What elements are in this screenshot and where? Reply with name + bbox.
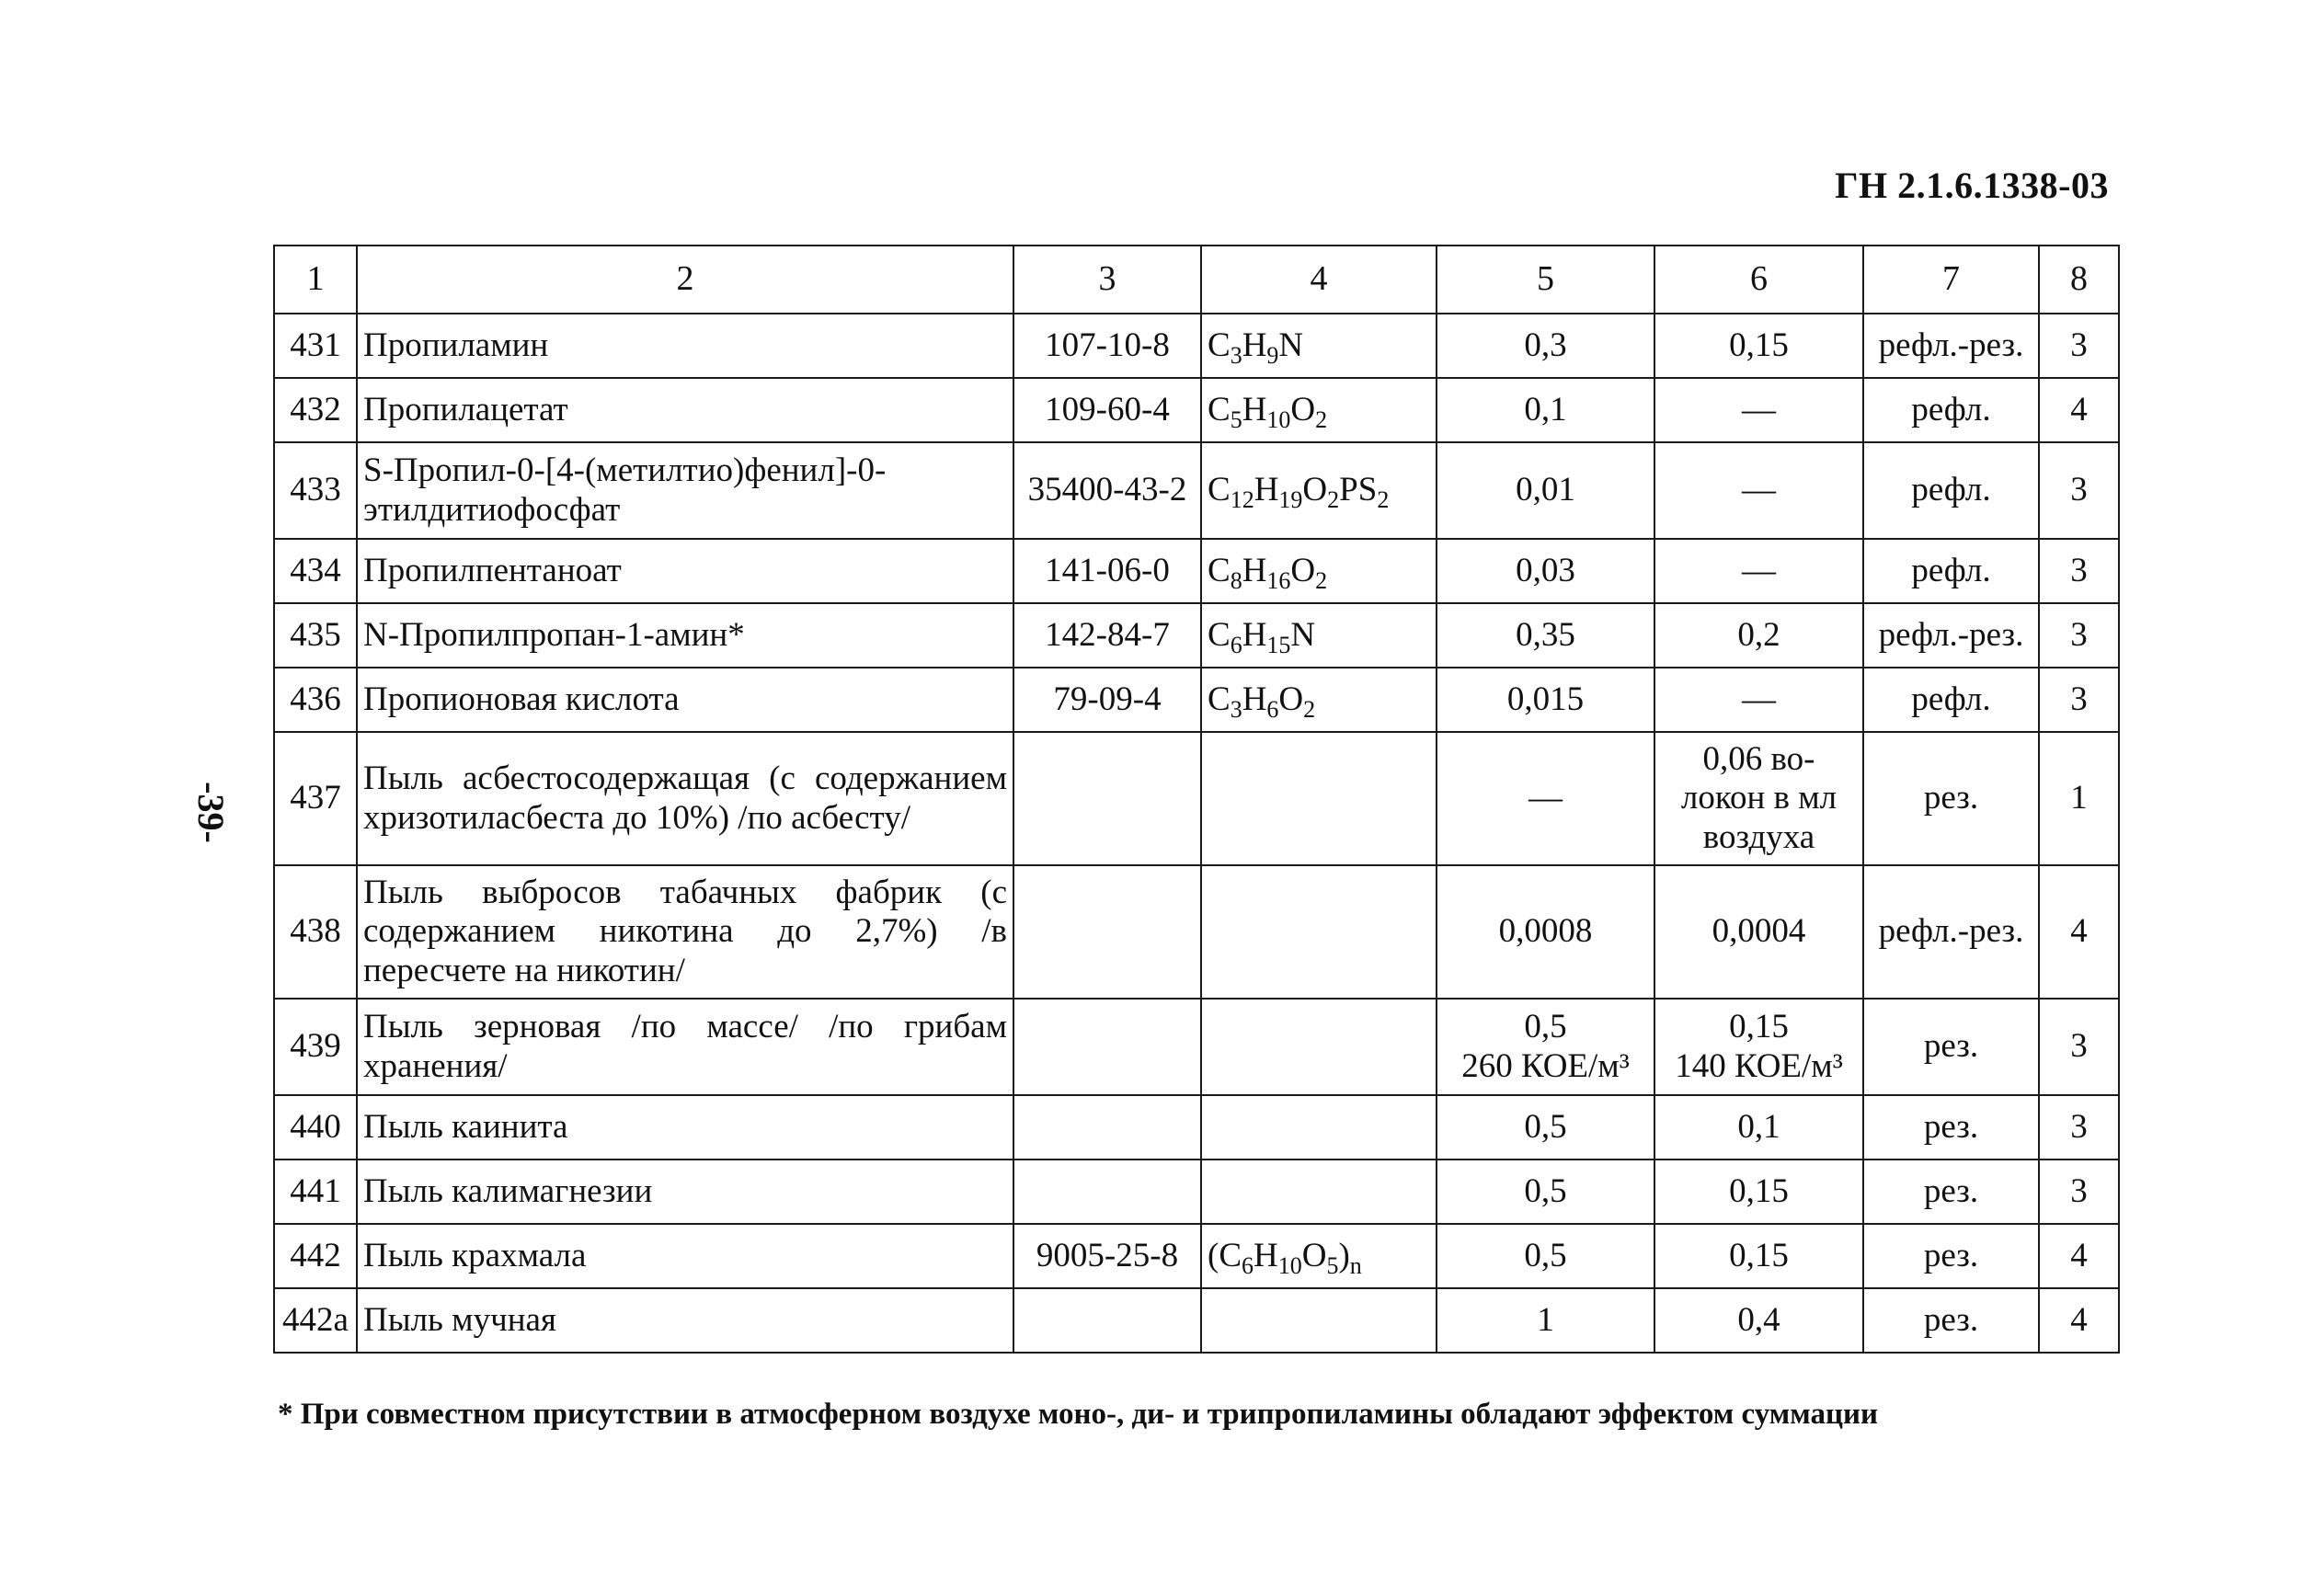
formula-subscript: 10	[1277, 1251, 1302, 1279]
document-code: ГН 2.1.6.1338-03	[1835, 165, 2109, 206]
cas-number-cell: 141-06-0	[1013, 539, 1201, 603]
substance-name-cell: S-Пропил-0-[4-(метилтио)фенил]-0-этилдитиофосфат	[357, 442, 1013, 539]
formula-subscript: 5	[1326, 1251, 1339, 1279]
formula-cell	[1201, 999, 1437, 1095]
table-row	[274, 668, 2119, 732]
table-row	[274, 999, 2119, 1095]
header-cell: 1	[274, 246, 357, 314]
formula-cell	[1201, 1224, 1437, 1288]
formula-subscript: 2	[1377, 486, 1390, 514]
limiting-indicator-cell: рез.	[1863, 732, 2039, 865]
substance-name-cell: N-Пропилпропан-1-амин*	[357, 603, 1013, 668]
value-line: 0,15	[1729, 1236, 1789, 1274]
avg-daily-conc-cell	[1654, 1160, 1863, 1224]
value-line: 140 КОЕ/м³	[1675, 1046, 1843, 1085]
value-line: —	[1742, 680, 1776, 718]
formula-part: C	[1208, 615, 1231, 654]
limiting-indicator-cell: рефл.	[1863, 668, 2039, 732]
limiting-indicator-cell: рефл.-рез.	[1863, 314, 2039, 378]
max-single-conc-cell	[1437, 1095, 1654, 1160]
cas-number-cell: 142-84-7	[1013, 603, 1201, 668]
row-number-cell: 435	[274, 603, 357, 668]
cas-number-cell	[1013, 1160, 1201, 1224]
row-number-cell: 439	[274, 999, 357, 1095]
row-number-cell: 440	[274, 1095, 357, 1160]
formula-part: (C	[1208, 1236, 1242, 1274]
max-single-conc-cell	[1437, 1224, 1654, 1288]
substance-table	[273, 245, 2120, 1354]
cas-number-cell	[1013, 999, 1201, 1095]
substance-name-cell: Пропиламин	[357, 314, 1013, 378]
value-line: 0,5	[1524, 1236, 1567, 1274]
value-line: 0,015	[1506, 680, 1585, 718]
value-line: 0,5	[1524, 1007, 1567, 1045]
formula-subscript: 2	[1327, 486, 1340, 514]
cas-number-cell	[1013, 1288, 1201, 1353]
cas-number-cell: 9005-25-8	[1013, 1224, 1201, 1288]
header-cell: 3	[1013, 246, 1201, 314]
formula-subscript: 10	[1266, 406, 1291, 433]
substance-name-cell: Пыль асбестосодержащая (с содержанием хризотиласбеста до 10%) /по асбесту/	[357, 732, 1013, 865]
hazard-class-cell: 4	[2039, 1224, 2119, 1288]
limiting-indicator-cell: рефл.-рез.	[1863, 865, 2039, 999]
avg-daily-conc-cell	[1654, 539, 1863, 603]
substance-name-cell: Пыль зерновая /по массе/ /по грибам хранения/	[357, 999, 1013, 1095]
formula-part: O	[1302, 471, 1328, 509]
table-row	[274, 865, 2119, 999]
value-line: 0,4	[1737, 1300, 1780, 1339]
row-number-cell: 434	[274, 539, 357, 603]
value-line: 0,0008	[1498, 912, 1593, 951]
formula-cell	[1201, 539, 1437, 603]
limiting-indicator-cell: рефл.	[1863, 378, 2039, 442]
hazard-class-cell: 3	[2039, 314, 2119, 378]
value-line: —	[1742, 471, 1776, 509]
formula-subscript: 19	[1278, 486, 1303, 514]
formula-part: H	[1242, 390, 1267, 428]
row-number-cell: 437	[274, 732, 357, 865]
formula-part: C	[1208, 471, 1231, 509]
max-single-conc-cell	[1437, 378, 1654, 442]
header-cell: 2	[357, 246, 1013, 314]
formula-subscript: 5	[1230, 406, 1242, 433]
cas-number-cell: 79-09-4	[1013, 668, 1201, 732]
formula-part: H	[1254, 1236, 1278, 1274]
row-number-cell: 432	[274, 378, 357, 442]
cas-number-cell	[1013, 1095, 1201, 1160]
table-row	[274, 442, 2119, 539]
formula-subscript: 2	[1315, 406, 1328, 433]
table-row	[274, 539, 2119, 603]
value-line: 0,5	[1524, 1171, 1567, 1210]
value-line: 0,06 во-	[1702, 739, 1815, 778]
limiting-indicator-cell: рез.	[1863, 1095, 2039, 1160]
header-cell: 8	[2039, 246, 2119, 314]
limiting-indicator-cell: рефл.	[1863, 442, 2039, 539]
limiting-indicator-cell: рез.	[1863, 1160, 2039, 1224]
formula-subscript: 2	[1315, 566, 1328, 594]
formula-cell	[1201, 603, 1437, 668]
table-row	[274, 378, 2119, 442]
avg-daily-conc-cell	[1654, 603, 1863, 668]
avg-daily-conc-cell	[1654, 865, 1863, 999]
hazard-class-cell: 3	[2039, 442, 2119, 539]
formula-cell	[1201, 378, 1437, 442]
max-single-conc-cell	[1437, 1160, 1654, 1224]
hazard-class-cell: 3	[2039, 1095, 2119, 1160]
value-line: 0,35	[1516, 615, 1575, 654]
limiting-indicator-cell: рез.	[1863, 1224, 2039, 1288]
formula-subscript: 12	[1230, 486, 1254, 514]
avg-daily-conc-cell	[1654, 668, 1863, 732]
footnote: * При совместном присутствии в атмосферном воздухе моно-, ди- и трипропиламины обладают эффектом суммации	[278, 1398, 1879, 1431]
table-row	[274, 603, 2119, 668]
page-number: -39-	[189, 782, 232, 843]
formula-part: )	[1338, 1236, 1350, 1274]
max-single-conc-cell	[1437, 314, 1654, 378]
value-line: 0,15	[1729, 326, 1789, 364]
value-line: —	[1528, 779, 1563, 817]
avg-daily-conc-cell	[1654, 1095, 1863, 1160]
value-line: локон в мл	[1680, 779, 1837, 817]
header-cell: 5	[1437, 246, 1654, 314]
formula-cell	[1201, 732, 1437, 865]
hazard-class-cell: 3	[2039, 603, 2119, 668]
value-line: 0,2	[1737, 615, 1780, 654]
row-number-cell: 431	[274, 314, 357, 378]
row-number-cell: 433	[274, 442, 357, 539]
limiting-indicator-cell: рез.	[1863, 1288, 2039, 1353]
table-row	[274, 1288, 2119, 1353]
hazard-class-cell: 3	[2039, 999, 2119, 1095]
value-line: 0,0004	[1712, 912, 1806, 951]
formula-subscript: 3	[1230, 695, 1242, 723]
row-number-cell: 438	[274, 865, 357, 999]
value-line: 0,01	[1516, 471, 1575, 509]
value-line: 0,15	[1729, 1007, 1789, 1045]
value-line: 0,5	[1524, 1107, 1567, 1146]
avg-daily-conc-cell	[1654, 1288, 1863, 1353]
table-body	[274, 314, 2119, 1353]
limiting-indicator-cell: рез.	[1863, 999, 2039, 1095]
substance-name-cell: Пыль крахмала	[357, 1224, 1013, 1288]
value-line: 0,1	[1524, 390, 1567, 428]
formula-subscript: 16	[1266, 566, 1291, 594]
avg-daily-conc-cell	[1654, 999, 1863, 1095]
limiting-indicator-cell: рефл.	[1863, 539, 2039, 603]
cas-number-cell: 107-10-8	[1013, 314, 1201, 378]
avg-daily-conc-cell	[1654, 1224, 1863, 1288]
formula-part: PS	[1339, 471, 1378, 509]
cas-number-cell: 35400-43-2	[1013, 442, 1201, 539]
substance-name-cell: Пыль выбросов табачных фабрик (с содержанием никотина до 2,7%) /в пересчете на никотин/	[357, 865, 1013, 999]
formula-subscript: 6	[1266, 695, 1279, 723]
value-line: воздуха	[1702, 817, 1815, 856]
row-number-cell: 436	[274, 668, 357, 732]
hazard-class-cell: 3	[2039, 668, 2119, 732]
formula-part: H	[1242, 615, 1267, 654]
avg-daily-conc-cell	[1654, 442, 1863, 539]
formula-part: H	[1242, 551, 1267, 589]
value-line: 1	[1537, 1300, 1554, 1339]
value-line: —	[1742, 551, 1776, 589]
header-cell: 4	[1201, 246, 1437, 314]
header-row	[274, 246, 2119, 314]
formula-subscript: 15	[1266, 631, 1291, 658]
formula-cell	[1201, 1288, 1437, 1353]
row-number-cell: 442а	[274, 1288, 357, 1353]
header-cell: 6	[1654, 246, 1863, 314]
formula-cell	[1201, 865, 1437, 999]
row-number-cell: 442	[274, 1224, 357, 1288]
formula-part: H	[1242, 680, 1267, 718]
max-single-conc-cell	[1437, 668, 1654, 732]
formula-cell	[1201, 1160, 1437, 1224]
limiting-indicator-cell: рефл.-рез.	[1863, 603, 2039, 668]
max-single-conc-cell	[1437, 865, 1654, 999]
max-single-conc-cell	[1437, 539, 1654, 603]
cas-number-cell	[1013, 732, 1201, 865]
substance-name-cell: Пропилпентаноат	[357, 539, 1013, 603]
max-single-conc-cell	[1437, 999, 1654, 1095]
formula-subscript: 3	[1230, 341, 1242, 369]
avg-daily-conc-cell	[1654, 378, 1863, 442]
value-line: 0,3	[1524, 326, 1567, 364]
formula-part: O	[1301, 1236, 1327, 1274]
hazard-class-cell: 4	[2039, 865, 2119, 999]
substance-name-cell: Пыль каинита	[357, 1095, 1013, 1160]
formula-part: O	[1278, 680, 1304, 718]
value-line: 0,03	[1516, 551, 1575, 589]
formula-part: C	[1208, 680, 1231, 718]
hazard-class-cell: 3	[2039, 539, 2119, 603]
formula-part: H	[1242, 326, 1267, 364]
hazard-class-cell: 4	[2039, 378, 2119, 442]
formula-part: N	[1278, 326, 1304, 364]
formula-part: C	[1208, 551, 1231, 589]
formula-part: N	[1290, 615, 1316, 654]
table-row	[274, 732, 2119, 865]
formula-part: H	[1254, 471, 1279, 509]
max-single-conc-cell	[1437, 442, 1654, 539]
table-row	[274, 1160, 2119, 1224]
formula-cell	[1201, 442, 1437, 539]
formula-subscript: n	[1349, 1251, 1362, 1279]
formula-part: O	[1290, 551, 1316, 589]
value-line: 0,15	[1729, 1171, 1789, 1210]
table-row	[274, 1224, 2119, 1288]
formula-cell	[1201, 314, 1437, 378]
formula-part: O	[1290, 390, 1316, 428]
max-single-conc-cell	[1437, 732, 1654, 865]
header-cell: 7	[1863, 246, 2039, 314]
formula-subscript: 9	[1266, 341, 1279, 369]
hazard-class-cell: 4	[2039, 1288, 2119, 1353]
value-line: 260 КОЕ/м³	[1461, 1046, 1630, 1085]
formula-cell	[1201, 668, 1437, 732]
formula-part: C	[1208, 390, 1231, 428]
max-single-conc-cell	[1437, 1288, 1654, 1353]
formula-cell	[1201, 1095, 1437, 1160]
formula-subscript: 6	[1242, 1251, 1254, 1279]
substance-name-cell: Пыль калимагнезии	[357, 1160, 1013, 1224]
formula-subscript: 2	[1303, 695, 1316, 723]
hazard-class-cell: 3	[2039, 1160, 2119, 1224]
substance-name-cell: Пыль мучная	[357, 1288, 1013, 1353]
value-line: 0,1	[1737, 1107, 1780, 1146]
cas-number-cell: 109-60-4	[1013, 378, 1201, 442]
table-row	[274, 314, 2119, 378]
substance-name-cell: Пропилацетат	[357, 378, 1013, 442]
value-line: —	[1742, 390, 1776, 428]
substance-name-cell: Пропионовая кислота	[357, 668, 1013, 732]
avg-daily-conc-cell	[1654, 314, 1863, 378]
hazard-class-cell: 1	[2039, 732, 2119, 865]
row-number-cell: 441	[274, 1160, 357, 1224]
formula-subscript: 8	[1230, 566, 1242, 594]
formula-part: C	[1208, 326, 1231, 364]
cas-number-cell	[1013, 865, 1201, 999]
avg-daily-conc-cell	[1654, 732, 1863, 865]
max-single-conc-cell	[1437, 603, 1654, 668]
table-row	[274, 1095, 2119, 1160]
formula-subscript: 6	[1230, 631, 1242, 658]
